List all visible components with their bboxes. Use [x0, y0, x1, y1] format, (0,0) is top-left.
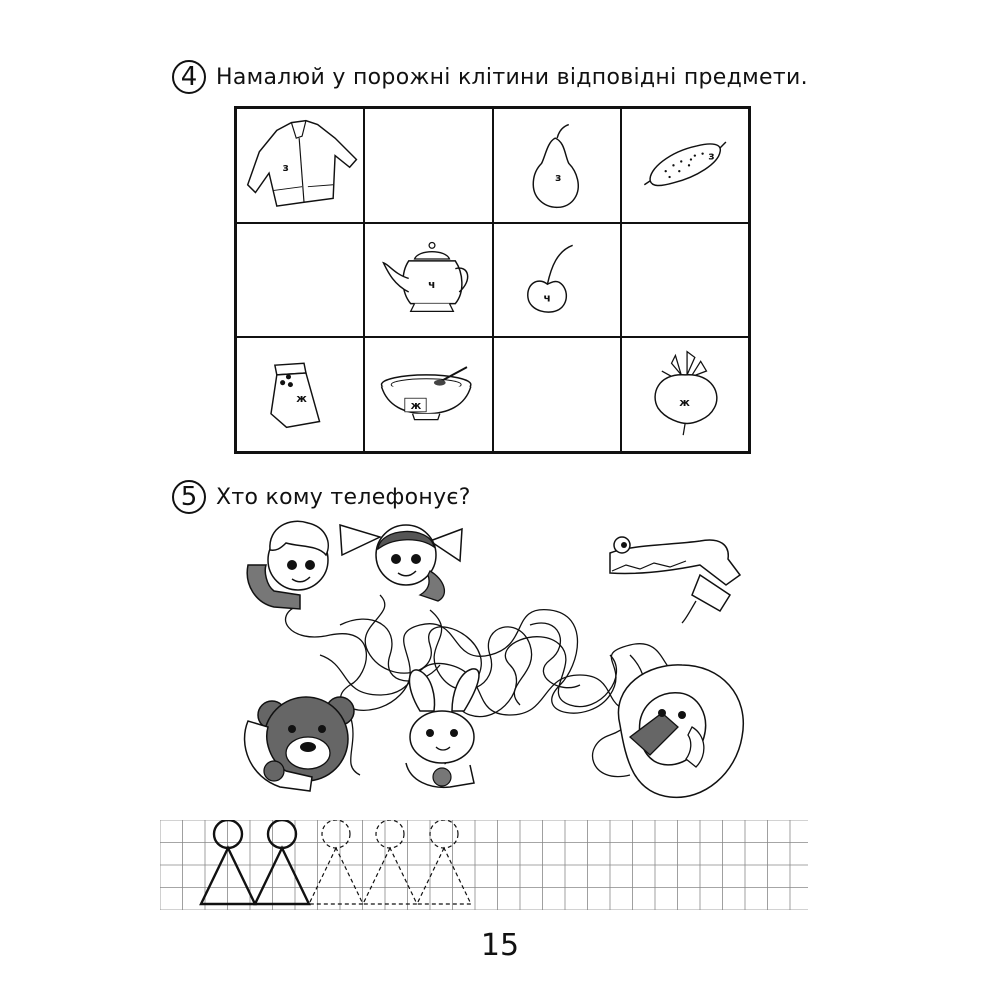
crocodile-icon [610, 537, 740, 623]
turnip-letter: ж [679, 396, 690, 410]
cherry-letter: ч [543, 291, 551, 305]
grid-cell-empty[interactable] [364, 108, 492, 223]
circle-triangle-figure-icon [363, 820, 417, 904]
lion-icon [618, 665, 743, 798]
girl-icon [340, 525, 462, 601]
grid-cell-turnip [621, 337, 749, 452]
bowl-letter: ж [410, 399, 422, 413]
task-4-heading [172, 60, 808, 94]
task-5-number: 5 [172, 480, 206, 514]
grid-cell-teapot [364, 223, 492, 338]
pear-icon [494, 109, 620, 222]
task-4-text: Намалюй у порожні клітини відповідні предмети. [216, 64, 808, 90]
skirt-icon [237, 338, 363, 451]
grid-cell-empty[interactable] [493, 337, 621, 452]
task-4-number: 4 [172, 60, 206, 94]
jacket-icon [237, 109, 363, 222]
circle-triangle-figure-icon [201, 820, 255, 904]
boy-icon [247, 521, 328, 609]
grid-cell-cherry [493, 223, 621, 338]
teapot-letter: ч [428, 277, 436, 291]
grid-cell-skirt [236, 337, 364, 452]
grid-cell-cucumber [621, 108, 749, 223]
skirt-letter: ж [296, 392, 307, 406]
bear-icon [245, 697, 354, 791]
grid-cell-jacket [236, 108, 364, 223]
turnip-icon [622, 338, 748, 451]
page-number: 15 [480, 928, 520, 963]
picture-grid [234, 106, 751, 454]
grid-cell-empty[interactable] [236, 223, 364, 338]
bunny-icon [406, 669, 479, 787]
phone-maze-scene [230, 515, 790, 815]
copy-pattern [201, 820, 471, 904]
cherry-icon [494, 224, 620, 337]
grid-cell-empty[interactable] [621, 223, 749, 338]
bowl-spoon-icon [365, 338, 491, 451]
jacket-letter: з [282, 161, 289, 175]
task-5-heading [172, 480, 471, 514]
copybook-grid [160, 820, 808, 910]
circle-triangle-figure-icon [255, 820, 309, 904]
cucumber-icon [622, 109, 748, 222]
grid-cell-bowl [364, 337, 492, 452]
grid-cell-pear [493, 108, 621, 223]
circle-triangle-figure-icon [417, 820, 471, 904]
task-5-text: Хто кому телефонує? [216, 484, 471, 510]
cucumber-letter: з [708, 149, 715, 163]
teapot-icon [365, 224, 491, 337]
pear-letter: з [554, 170, 561, 184]
